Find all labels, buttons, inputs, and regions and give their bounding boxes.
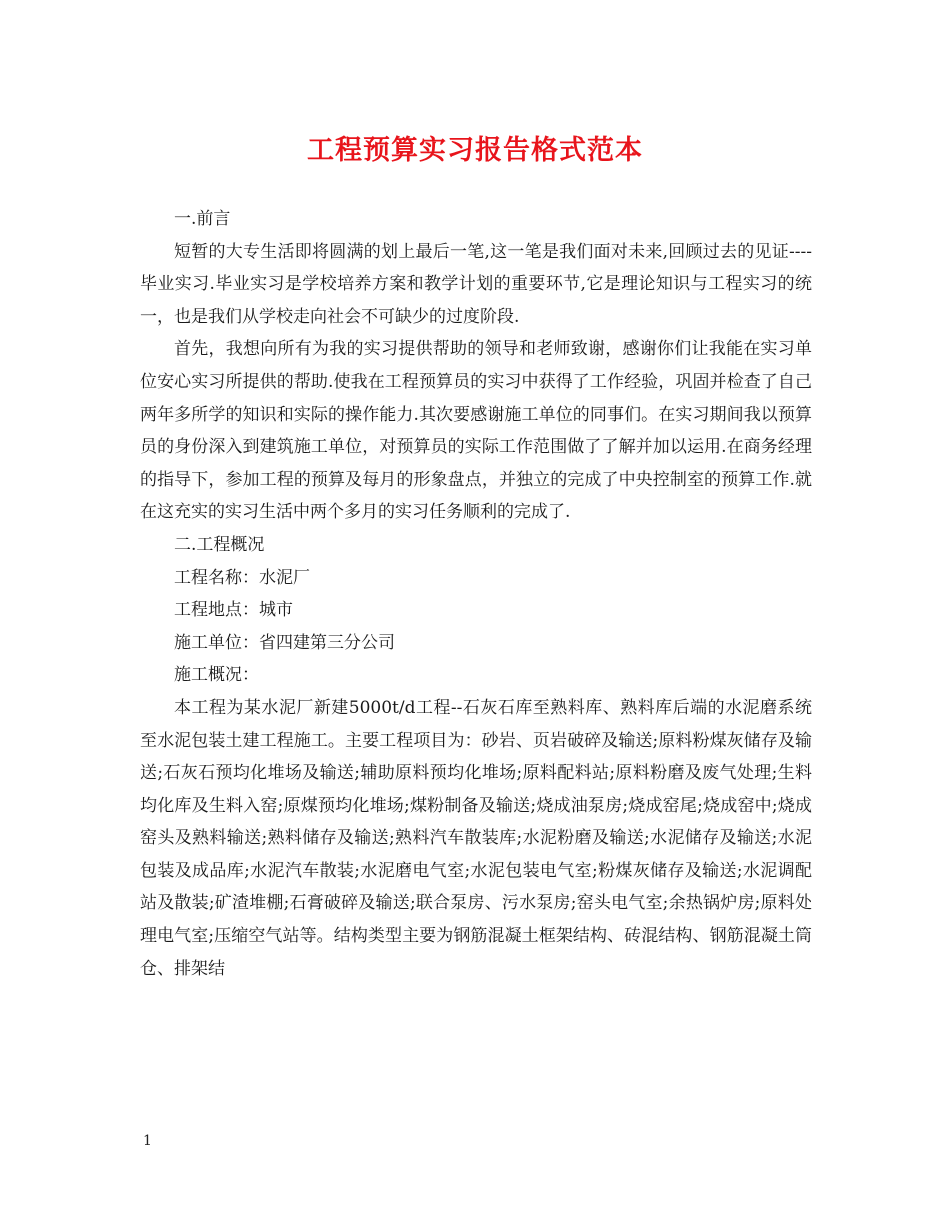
document-title: 工程预算实习报告格式范本	[307, 135, 643, 166]
section-heading-preface: 一.前言	[174, 209, 231, 229]
construction-overview-label: 施工概况：	[174, 665, 259, 686]
document-body	[140, 203, 812, 985]
paragraph-thanks: 首先，我想向所有为我的实习提供帮助的领导和老师致谢，感谢你们让我能在实习单位安心实习所提供的帮助.使我在工程预算员的实习中获得了工作经验，巩固并检查了自己两年多所学的知识和实际的操作能力.其次要感谢施工单位的同事们。在实习期间我以预算员的身份深入到建筑施工单位，对预算员的实际工作范围做了了解并加以运用.在商务经理的指导下，参加工程的预算及每月的形象盘点，并独立的完成了中央控制室的预算工作.就在这充实的实习生活中两个多月的实习任务顺利的完成了.	[140, 339, 812, 523]
page-number: 1	[143, 1133, 152, 1149]
project-location-line: 工程地点：城市	[174, 600, 293, 621]
contractor-line: 施工单位：省四建第三分公司	[174, 632, 395, 653]
paragraph-project-scope: 本工程为某水泥厂新建5000t/d工程--石灰石库至熟料库、熟料库后端的水泥磨系统至水泥包装土建工程施工。主要工程项目为：砂岩、页岩破碎及输送;原料粉煤灰储存及输送;石灰石预均化堆场及输送;辅助原料预均化堆场;原料配料站;原料粉磨及废气处理;生料均化库及生料入窑;原煤预均化堆场;煤粉制备及输送;烧成油泵房;烧成窑尾;烧成窑中;烧成窑头及熟料输送;熟料储存及输送;熟料汽车散装库;水泥粉磨及输送;水泥储存及输送;水泥包装及成品库;水泥汽车散装;水泥磨电气室;水泥包装电气室;粉煤灰储存及输送;水泥调配站及散装;矿渣堆棚;石膏破碎及输送;联合泵房、污水泵房;窑头电气室;余热锅炉房;原料处理电气室;压缩空气站等。结构类型主要为钢筋混凝土框架结构、砖混结构、钢筋混凝土筒仓、排架结	[140, 697, 812, 979]
paragraph-intro: 短暂的大专生活即将圆满的划上最后一笔,这一笔是我们面对未来,回顾过去的见证----毕业实习.毕业实习是学校培养方案和教学计划的重要环节,它是理论知识与工程实习的统一，也是我们从学校走向社会不可缺少的过度阶段.	[140, 241, 812, 327]
section-heading-overview: 二.工程概况	[174, 534, 265, 555]
project-name-line: 工程名称：水泥厂	[174, 567, 310, 588]
